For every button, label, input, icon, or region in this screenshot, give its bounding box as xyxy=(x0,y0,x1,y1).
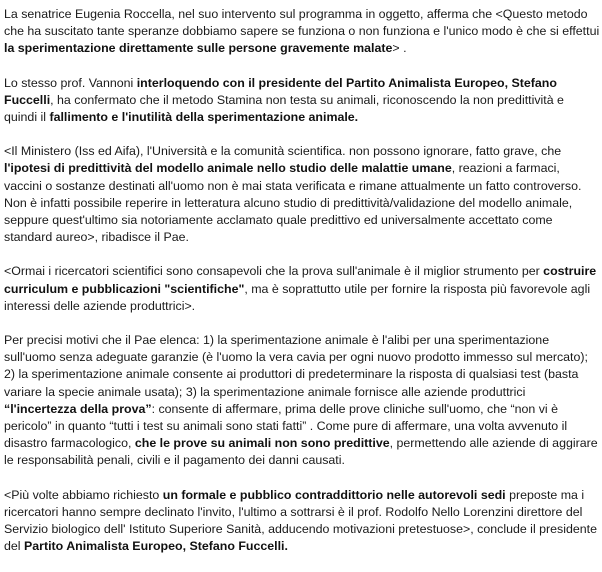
bold-text-run: interloquendo con il presidente del Partito Animalista Europeo, Stefano Fuccelli xyxy=(4,75,557,107)
bold-text-run: fallimento e l'inutilità della sperimentazione animale. xyxy=(49,110,359,125)
bold-text-run: Partito Animalista Europeo, Stefano Fuccelli. xyxy=(23,539,288,554)
text-run: <Ormai i ricercatori scientifici sono consapevoli che la prova sull'animale è il miglior strumento per xyxy=(4,264,544,279)
paragraph xyxy=(4,487,600,556)
text-run: , ma è soprattutto utile per fornire la risposta più favorevole agli interessi delle aziende produttrici>. xyxy=(4,281,591,313)
text-run: La senatrice Eugenia Roccella, nel suo intervento sul programma in oggetto, afferma che <Questo metodo che ha suscitato tante speranze dobbiamo sapere se funziona o non funziona e l'unico modo è che si effettui xyxy=(4,7,600,39)
paragraph xyxy=(4,75,600,127)
article-body xyxy=(4,0,600,572)
bold-text-run: la sperimentazione direttamente sulle persone gravemente malate xyxy=(4,41,393,56)
text-run: : consente di affermare, prima delle prove cliniche sull'uomo, che “non vi è pericolo” in quanto “tutti i test su animali sono stati fatti” . Come pure di affermare, una volta avvenuto il disastro farmacologico, xyxy=(4,401,568,451)
text-run: , permettendo alle aziende di aggirare le responsabilità penali, civili e il pagamento dei danni causati. xyxy=(4,436,598,468)
bold-text-run: costruire curriculum e pubblicazioni "scientifiche" xyxy=(4,264,597,296)
bold-text-run: l'ipotesi di predittività del modello animale nello studio delle malattie umane xyxy=(4,161,452,176)
text-run: <Il Ministero (Iss ed Aifa), l'Università e la comunità scientifica. non possono ignorare, fatto grave, che xyxy=(4,144,562,159)
paragraph xyxy=(4,6,600,58)
bold-text-run: che le prove su animali non sono predittive xyxy=(134,436,390,451)
text-run: <Più volte abbiamo richiesto xyxy=(4,487,163,502)
bold-text-run: un formale e pubblico contraddittorio nelle autorevoli sedi xyxy=(162,487,506,502)
text-run: Per precisi motivi che il Pae elenca: 1) la sperimentazione animale è l'alibi per una sperimentazione sull'uomo senza adeguate garanzie (è l'uomo la vera cavia per ogni nuovo prodotto immesso sul mercato); 2) la sperimentazione animale consente ai produttori di predeterminare la risposta di qualsiasi test (basta variare la specie animale usata); 3) la sperimentazione animale fornisce alle aziende produttrici xyxy=(4,333,588,399)
bold-text-run: “l'incertezza della prova” xyxy=(4,401,152,416)
text-run: > . xyxy=(392,41,407,56)
text-run: preposte ma i ricercatori hanno sempre declinato l'invito, l'ultimo a sottrarsi è il prof. Rodolfo Nello Lorenzini direttore del Servizio biologico dell' Istituto Superiore Sanità, adducendo motivazioni pretestuose>, conclude il presidente del xyxy=(4,487,597,554)
paragraph xyxy=(4,332,600,470)
text-run: , ha confermato che il metodo Stamina non testa su animali, riconoscendo la non predittività e quindi il xyxy=(4,92,564,125)
text-run: , reazioni a farmaci, vaccini o sostanze destinati all'uomo non è mai stata verificata e rimane attualmente un fatto controverso. Non è infatti possibile reperire in letteratura alcuno studio di predittività/validazione del modello animale, seppure quest'ultimo sia notoriamente acclamato quale predittivo ed universalmente accettato come standard aureo>, ribadisce il Pae. xyxy=(4,161,582,245)
paragraph xyxy=(4,263,600,315)
text-run: Lo stesso prof. Vannoni xyxy=(4,75,137,90)
paragraph xyxy=(4,143,600,246)
